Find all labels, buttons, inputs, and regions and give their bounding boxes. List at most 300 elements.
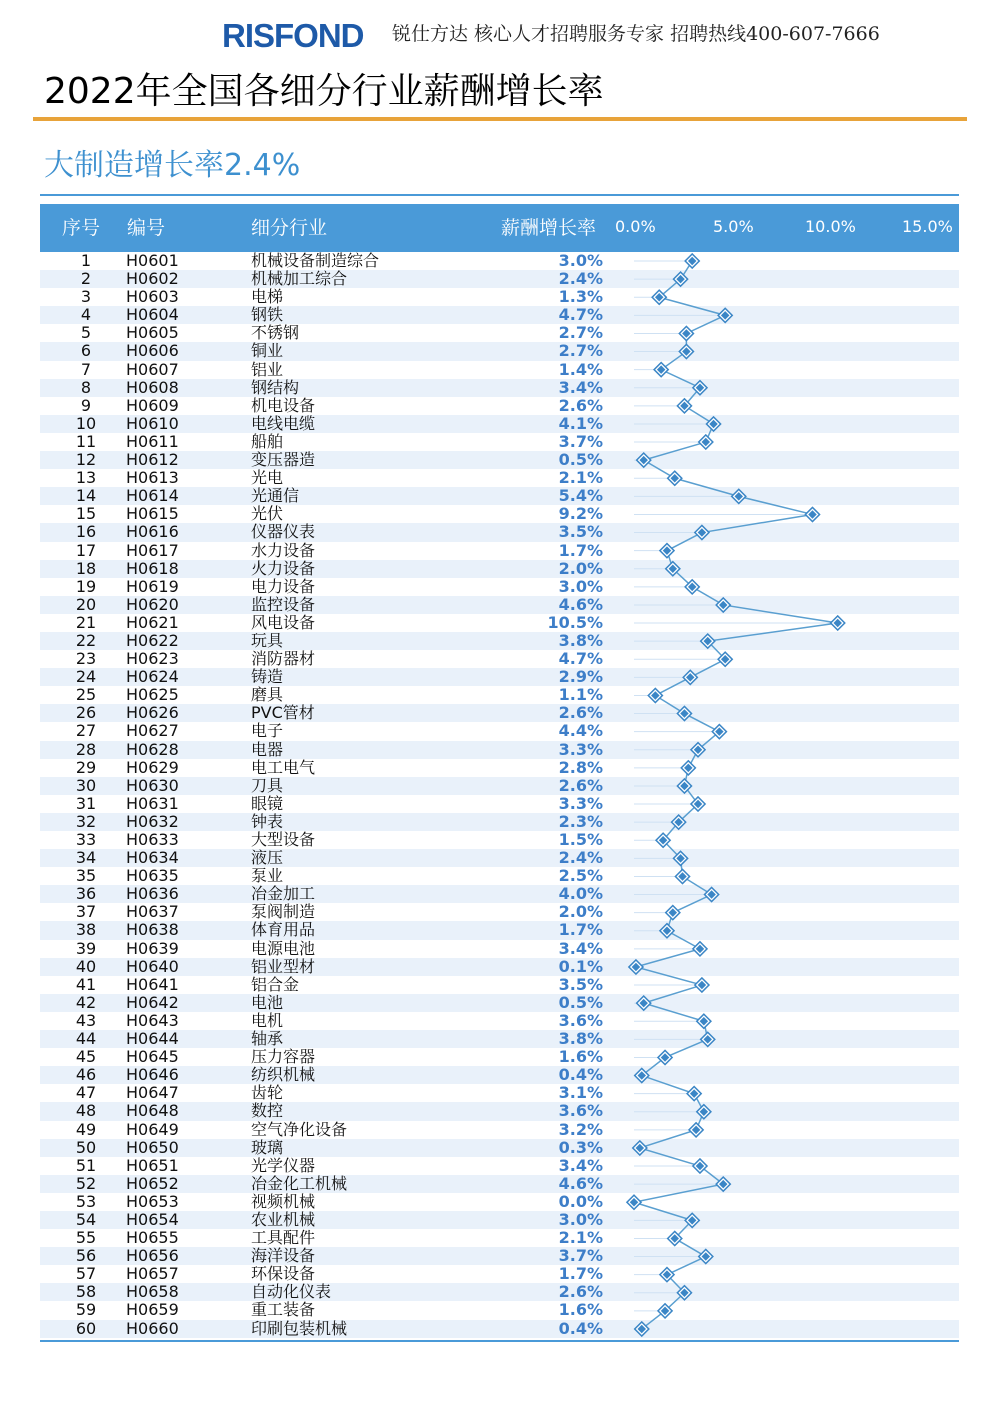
table-row	[40, 523, 959, 541]
table-row	[40, 361, 959, 379]
table-row	[40, 288, 959, 306]
row-index: 47	[75, 1083, 97, 1103]
row-code: H0636	[126, 884, 179, 904]
row-industry: 环保设备	[251, 1264, 316, 1284]
table-row	[40, 976, 959, 994]
row-industry: 视频机械	[251, 1191, 316, 1211]
row-index: 43	[75, 1010, 97, 1030]
row-rate: 2.0%	[558, 902, 603, 922]
row-code: H0641	[126, 974, 179, 994]
row-index: 22	[75, 630, 97, 650]
row-rate: 0.0%	[558, 1191, 603, 1211]
table-row	[40, 741, 959, 759]
row-code: H0655	[126, 1228, 179, 1248]
row-rate: 1.7%	[558, 540, 603, 560]
row-code: H0658	[126, 1282, 179, 1302]
row-industry: PVC管材	[251, 703, 315, 723]
row-industry: 机械加工综合	[251, 269, 348, 289]
row-industry: 印刷包装机械	[251, 1318, 348, 1338]
row-industry: 体育用品	[251, 920, 316, 940]
row-industry: 光学仪器	[251, 1155, 316, 1175]
row-rate: 1.3%	[558, 287, 603, 307]
row-industry: 钟表	[251, 811, 284, 831]
row-code: H0644	[126, 1029, 179, 1049]
row-index: 4	[80, 305, 92, 325]
row-index: 32	[75, 811, 97, 831]
table-row	[40, 379, 959, 397]
row-index: 12	[75, 450, 97, 470]
row-industry: 光伏	[251, 504, 284, 524]
row-code: H0628	[126, 739, 179, 759]
row-code: H0632	[126, 811, 179, 831]
row-code: H0620	[126, 594, 179, 614]
row-industry: 机电设备	[251, 395, 316, 415]
row-rate: 3.2%	[558, 1119, 603, 1139]
row-index: 6	[80, 341, 92, 361]
row-rate: 3.7%	[558, 1246, 603, 1266]
table-row	[40, 885, 959, 903]
table-row	[40, 614, 959, 632]
row-rate: 0.3%	[558, 1137, 603, 1157]
row-rate: 1.1%	[558, 685, 603, 705]
table-row	[40, 1048, 959, 1066]
row-rate: 2.3%	[558, 811, 603, 831]
row-index: 44	[75, 1029, 97, 1049]
row-code: H0652	[126, 1173, 179, 1193]
row-index: 19	[75, 576, 97, 596]
row-code: H0613	[126, 468, 179, 488]
row-index: 34	[75, 848, 97, 868]
row-industry: 风电设备	[251, 612, 316, 632]
table-row	[40, 921, 959, 939]
table-row	[40, 560, 959, 578]
row-index: 35	[75, 866, 97, 886]
row-industry: 眼镜	[251, 793, 284, 813]
row-industry: 自动化仪表	[251, 1282, 332, 1302]
row-industry: 玩具	[251, 630, 284, 650]
table-row	[40, 668, 959, 686]
row-industry: 重工装备	[251, 1300, 316, 1320]
row-rate: 2.6%	[558, 703, 603, 723]
row-rate: 1.7%	[558, 920, 603, 940]
row-industry: 电工电气	[251, 757, 316, 777]
row-rate: 3.8%	[558, 1029, 603, 1049]
row-industry: 铝合金	[251, 974, 300, 994]
row-code: H0660	[126, 1318, 179, 1338]
row-code: H0638	[126, 920, 179, 940]
row-index: 20	[75, 594, 97, 614]
row-industry: 海洋设备	[251, 1246, 316, 1266]
row-code: H0611	[126, 431, 179, 451]
row-rate: 3.1%	[558, 1083, 603, 1103]
row-rate: 4.7%	[558, 305, 603, 325]
table-row	[40, 1030, 959, 1048]
row-index: 48	[75, 1101, 97, 1121]
row-rate: 3.4%	[558, 1155, 603, 1175]
row-code: H0619	[126, 576, 179, 596]
data-table	[40, 252, 959, 1338]
row-industry: 火力设备	[251, 558, 316, 578]
row-code: H0633	[126, 830, 179, 849]
table-row	[40, 505, 959, 523]
row-code: H0651	[126, 1155, 179, 1175]
row-code: H0630	[126, 775, 179, 795]
row-code: H0612	[126, 450, 179, 470]
row-code: H0629	[126, 757, 179, 777]
row-code: H0610	[126, 413, 179, 433]
row-code: H0639	[126, 938, 179, 958]
table-row	[40, 940, 959, 958]
row-industry: 电器	[251, 739, 284, 759]
row-rate: 10.5%	[547, 612, 603, 632]
row-rate: 1.7%	[558, 1264, 603, 1284]
row-industry: 轴承	[251, 1029, 284, 1049]
table-row	[40, 795, 959, 813]
row-rate: 1.6%	[558, 1047, 603, 1067]
row-code: H0622	[126, 630, 179, 650]
table-row	[40, 1066, 959, 1084]
table-row	[40, 1121, 959, 1139]
row-industry: 农业机械	[251, 1209, 316, 1229]
table-row	[40, 994, 959, 1012]
subtitle: 大制造增长率2.4%	[44, 148, 301, 183]
row-code: H0608	[126, 377, 179, 397]
row-index: 29	[75, 757, 97, 777]
row-rate: 3.4%	[558, 377, 603, 397]
row-industry: 数控	[251, 1101, 284, 1121]
table-header	[40, 204, 959, 252]
row-rate: 4.7%	[558, 649, 603, 669]
row-industry: 电线电缆	[251, 413, 316, 433]
table-row	[40, 1211, 959, 1229]
row-rate: 2.1%	[558, 1228, 603, 1248]
row-industry: 电池	[251, 992, 284, 1012]
row-rate: 9.2%	[558, 504, 603, 524]
subtitle-divider	[40, 194, 959, 196]
page-title: 2022年全国各细分行业薪酬增长率	[44, 71, 604, 112]
title-divider	[33, 117, 967, 121]
row-code: H0645	[126, 1047, 179, 1067]
row-industry: 液压	[251, 848, 284, 868]
row-industry: 电源电池	[251, 938, 316, 958]
row-industry: 冶金化工机械	[251, 1173, 348, 1193]
row-index: 42	[75, 992, 97, 1012]
row-index: 8	[80, 377, 92, 397]
x-tick-label: 15.0%	[902, 217, 953, 236]
table-row	[40, 397, 959, 415]
table-row	[40, 306, 959, 324]
row-index: 51	[75, 1155, 97, 1175]
header-industry: 细分行业	[251, 217, 328, 239]
x-tick-label: 0.0%	[615, 217, 656, 236]
row-rate: 2.7%	[558, 323, 603, 343]
row-code: H0609	[126, 395, 179, 415]
row-index: 37	[75, 902, 97, 922]
row-rate: 4.6%	[558, 594, 603, 614]
row-rate: 4.1%	[558, 413, 603, 433]
row-index: 2	[80, 269, 92, 289]
row-industry: 船舶	[251, 431, 284, 451]
table-row	[40, 813, 959, 831]
table-row	[40, 1012, 959, 1030]
row-industry: 铝业	[251, 359, 284, 379]
row-index: 15	[75, 504, 97, 524]
header-rate: 薪酬增长率	[501, 217, 597, 239]
table-row	[40, 1139, 959, 1157]
row-rate: 0.5%	[558, 450, 603, 470]
row-code: H0616	[126, 522, 179, 542]
row-code: H0605	[126, 323, 179, 343]
slogan-text: 锐仕方达 核心人才招聘服务专家 招聘热线400-607-7666	[392, 23, 880, 45]
row-index: 10	[75, 413, 97, 433]
table-row	[40, 1084, 959, 1102]
row-rate: 2.7%	[558, 341, 603, 361]
row-industry: 钢结构	[251, 377, 300, 397]
row-code: H0634	[126, 848, 179, 868]
row-rate: 2.6%	[558, 775, 603, 795]
row-index: 24	[75, 667, 97, 687]
row-industry: 电子	[251, 721, 284, 741]
row-code: H0607	[126, 359, 179, 379]
row-code: H0617	[126, 540, 179, 560]
row-industry: 监控设备	[251, 594, 316, 614]
row-industry: 纺织机械	[251, 1065, 316, 1085]
table-row	[40, 252, 959, 270]
row-index: 46	[75, 1065, 97, 1085]
row-code: H0640	[126, 956, 179, 976]
row-industry: 水力设备	[251, 540, 316, 560]
row-index: 56	[75, 1246, 97, 1266]
table-row	[40, 1175, 959, 1193]
row-index: 16	[75, 522, 97, 542]
row-industry: 齿轮	[251, 1083, 284, 1103]
table-row	[40, 1320, 959, 1338]
table-row	[40, 451, 959, 469]
row-index: 57	[75, 1264, 97, 1284]
row-index: 30	[75, 775, 97, 795]
row-rate: 3.5%	[558, 974, 603, 994]
row-code: H0635	[126, 866, 179, 886]
row-index: 18	[75, 558, 97, 578]
row-rate: 3.6%	[558, 1101, 603, 1121]
row-index: 41	[75, 974, 97, 994]
row-code: H0656	[126, 1246, 179, 1266]
table-row	[40, 632, 959, 650]
row-code: H0631	[126, 793, 179, 813]
table-row	[40, 903, 959, 921]
row-code: H0602	[126, 269, 179, 289]
row-index: 39	[75, 938, 97, 958]
row-rate: 2.6%	[558, 1282, 603, 1302]
row-code: H0603	[126, 287, 179, 307]
row-rate: 0.5%	[558, 992, 603, 1012]
row-code: H0643	[126, 1010, 179, 1030]
row-index: 5	[80, 323, 92, 343]
table-row	[40, 415, 959, 433]
table-row	[40, 342, 959, 360]
row-industry: 电梯	[251, 287, 284, 307]
row-index: 38	[75, 920, 97, 940]
row-rate: 3.0%	[558, 576, 603, 596]
row-rate: 1.4%	[558, 359, 603, 379]
table-row	[40, 722, 959, 740]
row-industry: 刀具	[251, 775, 284, 795]
table-row	[40, 578, 959, 596]
row-industry: 磨具	[251, 685, 284, 705]
row-code: H0604	[126, 305, 179, 325]
x-tick-label: 10.0%	[805, 217, 856, 236]
row-code: H0627	[126, 721, 179, 741]
row-rate: 3.3%	[558, 739, 603, 759]
row-index: 11	[75, 431, 97, 451]
row-code: H0642	[126, 992, 179, 1012]
row-index: 33	[75, 830, 97, 849]
row-code: H0657	[126, 1264, 179, 1284]
row-rate: 2.9%	[558, 667, 603, 687]
row-industry: 泵业	[251, 866, 284, 886]
row-index: 55	[75, 1228, 97, 1248]
row-rate: 1.5%	[558, 830, 603, 849]
table-row	[40, 1157, 959, 1175]
logo-text: RISFOND	[222, 17, 364, 54]
row-industry: 机械设备制造综合	[251, 251, 380, 270]
row-rate: 3.8%	[558, 630, 603, 650]
row-index: 60	[75, 1318, 97, 1338]
row-industry: 压力容器	[251, 1047, 316, 1067]
row-rate: 3.3%	[558, 793, 603, 813]
table-row	[40, 433, 959, 451]
row-code: H0618	[126, 558, 179, 578]
row-rate: 0.4%	[558, 1065, 603, 1085]
row-code: H0624	[126, 667, 179, 687]
x-tick-label: 5.0%	[713, 217, 754, 236]
row-rate: 4.4%	[558, 721, 603, 741]
row-code: H0659	[126, 1300, 179, 1320]
row-rate: 3.6%	[558, 1010, 603, 1030]
row-index: 54	[75, 1209, 97, 1229]
row-industry: 铝业型材	[251, 956, 316, 976]
table-row	[40, 650, 959, 668]
row-rate: 1.6%	[558, 1300, 603, 1320]
row-code: H0623	[126, 649, 179, 669]
row-industry: 工具配件	[251, 1228, 316, 1248]
row-rate: 5.4%	[558, 486, 603, 506]
table-row	[40, 867, 959, 885]
row-index: 31	[75, 793, 97, 813]
row-rate: 4.0%	[558, 884, 603, 904]
row-industry: 仪器仪表	[251, 522, 316, 542]
risfond-logo	[222, 16, 364, 56]
row-index: 49	[75, 1119, 97, 1139]
table-row	[40, 686, 959, 704]
row-rate: 0.1%	[558, 956, 603, 976]
row-code: H0650	[126, 1137, 179, 1157]
row-industry: 钢铁	[251, 305, 284, 325]
row-code: H0601	[126, 251, 179, 270]
row-rate: 2.4%	[558, 269, 603, 289]
row-index: 23	[75, 649, 97, 669]
table-row	[40, 469, 959, 487]
table-row	[40, 1283, 959, 1301]
table-row	[40, 542, 959, 560]
table-row	[40, 324, 959, 342]
table-bottom-rule	[40, 1340, 959, 1342]
row-code: H0625	[126, 685, 179, 705]
table-row	[40, 759, 959, 777]
row-rate: 2.4%	[558, 848, 603, 868]
row-industry: 电力设备	[251, 576, 316, 596]
header-index: 序号	[62, 217, 101, 239]
row-industry: 光电	[251, 468, 284, 488]
row-industry: 消防器材	[251, 649, 316, 669]
row-rate: 3.0%	[558, 1209, 603, 1229]
row-industry: 玻璃	[251, 1137, 284, 1157]
table-row	[40, 487, 959, 505]
row-industry: 铜业	[251, 341, 284, 361]
table-row	[40, 596, 959, 614]
row-rate: 2.1%	[558, 468, 603, 488]
table-row	[40, 1247, 959, 1265]
table-row	[40, 958, 959, 976]
row-index: 45	[75, 1047, 97, 1067]
header-code: 编号	[127, 217, 166, 239]
row-code: H0621	[126, 612, 179, 632]
row-index: 26	[75, 703, 97, 723]
row-rate: 2.0%	[558, 558, 603, 578]
row-rate: 0.4%	[558, 1318, 603, 1338]
row-code: H0654	[126, 1209, 179, 1229]
row-index: 3	[80, 287, 92, 307]
row-code: H0646	[126, 1065, 179, 1085]
row-code: H0653	[126, 1191, 179, 1211]
table-row	[40, 1193, 959, 1211]
row-industry: 大型设备	[251, 830, 316, 849]
row-index: 25	[75, 685, 97, 705]
row-rate: 2.5%	[558, 866, 603, 886]
row-index: 50	[75, 1137, 97, 1157]
table-row	[40, 1301, 959, 1319]
row-index: 14	[75, 486, 97, 506]
row-index: 28	[75, 739, 97, 759]
row-industry: 空气净化设备	[251, 1119, 348, 1139]
row-rate: 2.8%	[558, 757, 603, 777]
table-row	[40, 1229, 959, 1247]
row-rate: 2.6%	[558, 395, 603, 415]
row-index: 40	[75, 956, 97, 976]
row-index: 53	[75, 1191, 97, 1211]
row-code: H0615	[126, 504, 179, 524]
table-row	[40, 777, 959, 795]
row-industry: 变压器造	[251, 450, 316, 470]
row-industry: 电机	[251, 1010, 284, 1030]
table-row	[40, 1102, 959, 1120]
row-code: H0606	[126, 341, 179, 361]
table-row	[40, 849, 959, 867]
row-rate: 3.5%	[558, 522, 603, 542]
row-index: 13	[75, 468, 97, 488]
row-index: 9	[80, 395, 92, 415]
row-industry: 铸造	[251, 667, 284, 687]
table-row	[40, 270, 959, 288]
row-index: 59	[75, 1300, 97, 1320]
row-index: 1	[80, 251, 92, 270]
row-index: 7	[80, 359, 92, 379]
row-index: 21	[75, 612, 97, 632]
row-industry: 泵阀制造	[251, 902, 316, 922]
table-row	[40, 704, 959, 722]
row-rate: 3.0%	[558, 251, 603, 270]
row-index: 52	[75, 1173, 97, 1193]
